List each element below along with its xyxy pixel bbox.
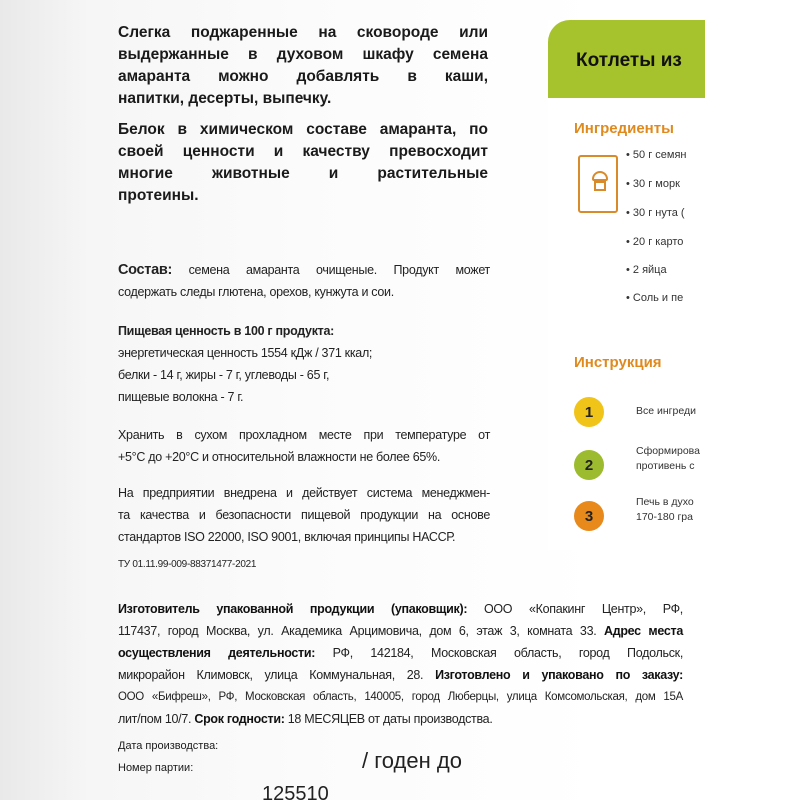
text-line: пищевые волокна - 7 г.: [118, 390, 244, 404]
text-line: +5°С до +20°С и относительной влажности не более 65%.: [118, 450, 441, 464]
text-line: Слегка поджаренные на сковороде или: [118, 24, 488, 41]
ingredient-item: • 30 г нута (: [626, 207, 685, 219]
text: ООО «Бифреш», РФ, Московская область, 140005, город Люберцы, улица Комсомольская, дом 15А: [118, 691, 683, 703]
date-label: Дата производства:: [118, 740, 219, 752]
step-1-badge: 1: [574, 397, 604, 427]
step-2-text: противень с: [636, 460, 695, 472]
batch-label: Номер партии:: [118, 762, 194, 774]
text-line: Белок в химическом составе амаранта, по: [118, 121, 488, 138]
nutrition-title: Пищевая ценность в 100 г продукта:: [118, 324, 334, 338]
text-line: ТУ 01.11.99-009-88371477-2021: [118, 559, 257, 570]
text-bold: Изготовитель упакованной продукции (упаковщик):: [118, 602, 468, 616]
ingredient-item: • 20 г карто: [626, 236, 684, 248]
text-line: стандартов ISO 22000, ISO 9001, включая принципы НАССР.: [118, 530, 456, 544]
text-bold: Адрес места: [596, 624, 683, 638]
ingredient-item: • 30 г морк: [626, 178, 680, 190]
text-line: Хранить в сухом прохладном месте при температуре от: [118, 428, 490, 442]
step-3-text: Печь в духо: [636, 496, 694, 508]
nutrition: [118, 320, 372, 408]
ingredient-item: • 2 яйца: [626, 264, 667, 276]
batch-number: 125510: [262, 783, 329, 805]
composition: [118, 259, 490, 303]
recipe-book-icon: [578, 155, 618, 213]
text-bold: Срок годности:: [191, 712, 285, 726]
text-line: энергетическая ценность 1554 кДж / 371 ккал;: [118, 346, 373, 360]
text-line: многие животные и растительные: [118, 165, 488, 182]
text: РФ, 142184, Московская область, город Подольск,: [315, 646, 683, 660]
intro-paragraph-2: [118, 119, 488, 207]
text: ООО «Копакинг Центр», РФ,: [467, 602, 683, 616]
ingredients-title: Ингредиенты: [574, 120, 674, 137]
text-line: амаранта можно добавлять в каши,: [118, 68, 488, 85]
intro-paragraph-1: [118, 22, 488, 110]
ingredient-item: • 50 г семян: [626, 149, 687, 161]
text-line: выдержанные в духовом шкафу семена: [118, 46, 488, 63]
text-line: семена амаранта очищеные. Продукт может: [188, 263, 490, 277]
text-line: белки - 14 г, жиры - 7 г, углеводы - 65 г,: [118, 368, 330, 382]
tu-code: [118, 554, 256, 576]
text-bold: осуществления деятельности:: [118, 646, 316, 660]
text-bold: Изготовлено и упаковано по заказу:: [423, 668, 683, 682]
step-2-badge: 2: [574, 450, 604, 480]
text-line: напитки, десерты, выпечку.: [118, 90, 332, 107]
step-3-badge: 3: [574, 501, 604, 531]
manufacturer-info: [118, 598, 683, 730]
valid-until-label: / годен до: [362, 748, 462, 773]
step-3-text: 170-180 гра: [636, 511, 693, 523]
recipe-panel: [548, 20, 705, 550]
storage: [118, 424, 490, 468]
composition-label: Состав:: [118, 262, 173, 278]
step-2-text: Сформирова: [636, 445, 700, 457]
instructions-title: Инструкция: [574, 354, 662, 371]
text: 117437, город Москва, ул. Академика Арцимовича, дом 6, этаж 3, комната 33.: [118, 624, 597, 638]
text-line: та качества и безопасности пищевой продукции на основе: [118, 508, 490, 522]
text: лит/пом 10/7.: [118, 712, 192, 726]
text-line: протеины.: [118, 187, 199, 204]
text-line: своей ценности и качеству превосходит: [118, 143, 488, 160]
step-1-text: Все ингреди: [636, 405, 696, 417]
quality-system: [118, 482, 490, 548]
text: 18 МЕСЯЦЕВ от даты производства.: [284, 712, 493, 726]
recipe-title: Котлеты из: [548, 20, 705, 98]
ingredient-item: • Соль и пе: [626, 292, 684, 304]
text: микрорайон Климовск, улица Коммунальная, 28.: [118, 668, 424, 682]
text-line: содержать следы глютена, орехов, кунжута и сои.: [118, 285, 394, 299]
text-line: На предприятии внедрена и действует система менеджмен-: [118, 486, 490, 500]
